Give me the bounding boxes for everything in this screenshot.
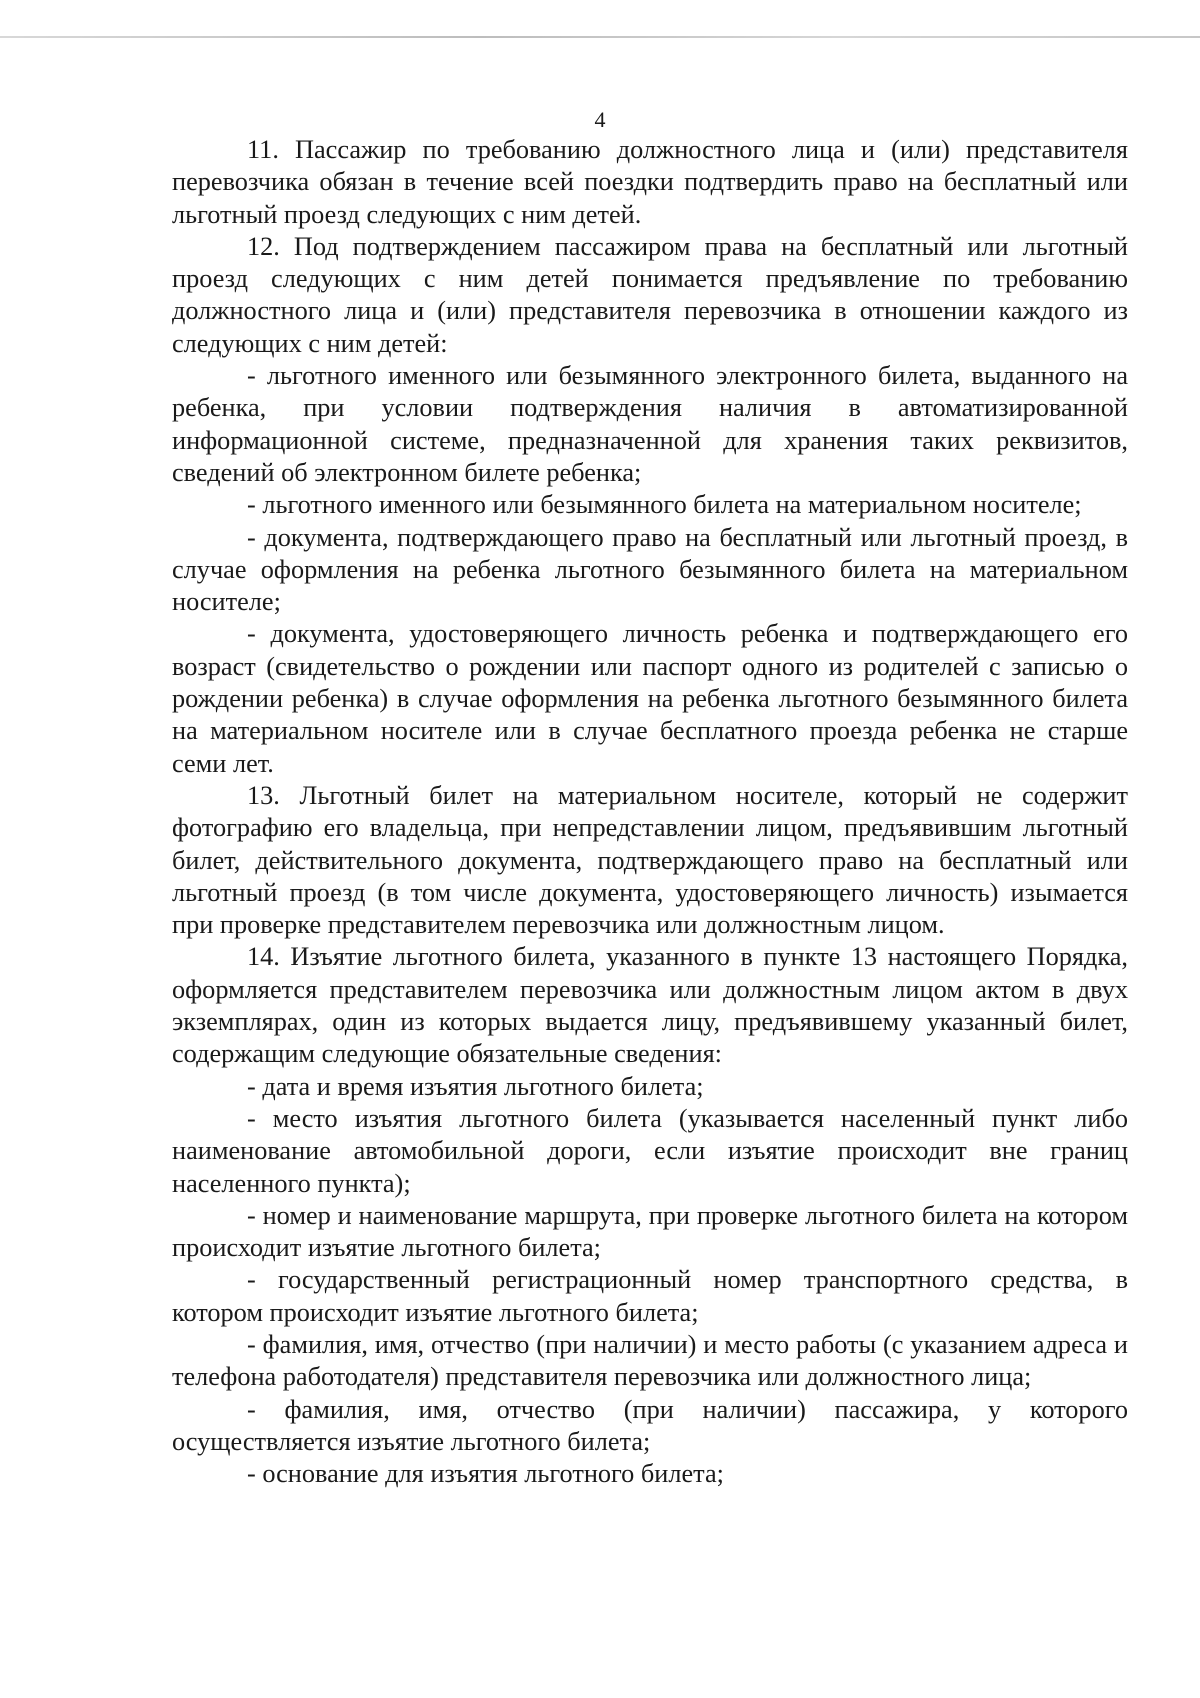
- list-item: - документа, удостоверяющего личность ребенка и подтверждающего его возраст (свидетельство о рождении или паспорт одного из родителей с записью о рождении ребенка) в случае оформления на ребенка льготного безымянного билета на материальном носителе или в случае бесплатного проезда ребенка не старше семи лет.: [172, 619, 1128, 778]
- list-item: - фамилия, имя, отчество (при наличии) пассажира, у которого осуществляется изъятие льготного билета;: [172, 1394, 1128, 1456]
- list-item: - фамилия, имя, отчество (при наличии) и место работы (с указанием адреса и телефона работодателя) представителя перевозчика или должностного лица;: [172, 1329, 1128, 1392]
- list-item: - льготного именного или безымянного электронного билета, выданного на ребенка, при условии подтверждения наличия в автоматизированной информационной системе, предназначенной для хранения таких реквизитов, сведений об электронном билете ребенка;: [172, 361, 1128, 487]
- list-item: - документа, подтверждающего право на бесплатный или льготный проезд, в случае оформления на ребенка льготного безымянного билета на материальном носителе;: [172, 522, 1128, 617]
- document-body: [172, 134, 1128, 1490]
- list-item: - льготного именного или безымянного билета на материальном носителе;: [247, 490, 1082, 520]
- paragraph-14: 14. Изъятие льготного билета, указанного в пункте 13 настоящего Порядка, оформляется представителем перевозчика или должностным лицом актом в двух экземплярах, один из которых выдается лицу, предъявившему указанный билет, содержащим следующие обязательные сведения:: [172, 942, 1128, 1069]
- paragraph-13: 13. Льготный билет на материальном носителе, который не содержит фотографию его владельца, при непредставлении лицом, предъявившим льготный билет, действительного документа, подтверждающего право на бесплатный или льготный проезд (в том числе документа, удостоверяющего личность) изымается при проверке представителем перевозчика или должностным лицом.: [172, 780, 1128, 940]
- list-item: - номер и наименование маршрута, при проверке льготного билета на котором происходит изъятие льготного билета;: [172, 1200, 1128, 1263]
- list-item: - место изъятия льготного билета (указывается населенный пункт либо наименование автомобильной дороги, если изъятие происходит вне границ населенного пункта);: [172, 1103, 1128, 1198]
- list-item: - основание для изъятия льготного билета;: [247, 1459, 724, 1489]
- list-item: - государственный регистрационный номер транспортного средства, в котором происходит изъятие льготного билета;: [172, 1265, 1128, 1327]
- scan-top-edge: [0, 36, 1200, 38]
- page-number: 4: [594, 107, 606, 132]
- paragraph-12: 12. Под подтверждением пассажиром права на бесплатный или льготный проезд следующих с ним детей понимается предъявление по требованию должностного лица и (или) представителя перевозчика в отношении каждого из следующих с ним детей:: [172, 231, 1128, 358]
- list-item: - дата и время изъятия льготного билета;: [247, 1071, 704, 1101]
- paragraph-11: 11. Пассажир по требованию должностного лица и (или) представителя перевозчика обязан в течение всей поездки подтвердить право на бесплатный или льготный проезд следующих с ним детей.: [172, 135, 1128, 229]
